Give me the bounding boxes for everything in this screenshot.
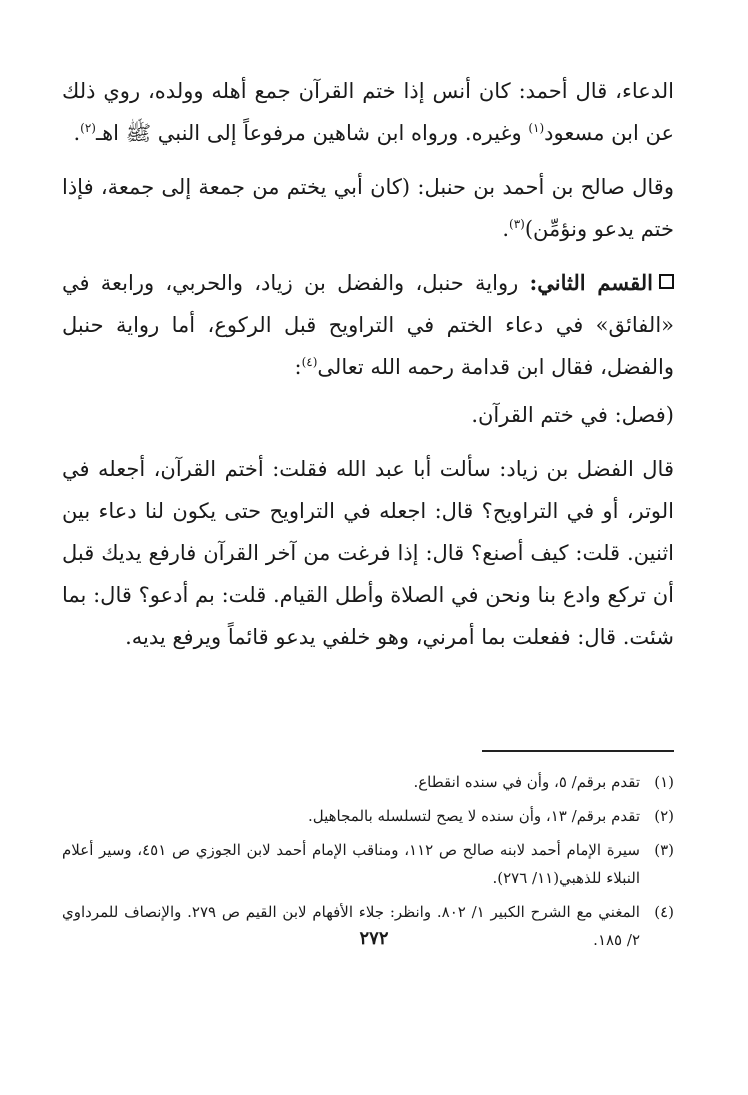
- page-number: ٢٧٢: [359, 928, 389, 949]
- footnote-ref-3[interactable]: (٣): [509, 217, 525, 231]
- footnote-2: [62, 802, 674, 830]
- paragraph-1-text-cont: وغيره. ورواه ابن شاهين مرفوعاً إلى النبي ﷺ اهـ: [95, 121, 529, 145]
- footnote-1: [62, 768, 674, 796]
- section-heading: القسم الثاني:: [529, 270, 653, 295]
- footnote-text: المغني مع الشرح الكبير ١/ ٨٠٢. وانظر: جلاء الأفهام لابن القيم ص ٢٧٩. والإنصاف للمرداوي ٢/ ١٨٥.: [62, 903, 640, 949]
- footnote-3: [62, 836, 674, 892]
- paragraph-2: [62, 166, 674, 250]
- footnote-text: تقدم برقم/ ٥، وأن في سنده انقطاع.: [413, 773, 640, 791]
- paragraph-3: [62, 262, 674, 388]
- footnote-ref-4[interactable]: (٤): [301, 355, 318, 369]
- paragraph-4-text: (فصل: في ختم القرآن.: [471, 403, 674, 427]
- footnote-number: (٣): [654, 841, 674, 859]
- paragraph-3-text: رواية حنبل، والفضل بن زياد، والحربي، ورابعة في «الفائق» في دعاء الختم في التراويح قبل الركوع، أما رواية حنبل والفضل، فقال ابن قدامة رحمه الله تعالى: [62, 271, 674, 379]
- footnote-text: سيرة الإمام أحمد لابنه صالح ص ١١٢، ومناقب الإمام أحمد لابن الجوزي ص ٤٥١، وسير أعلام النبلاء للذهبي(١١/ ٢٧٦).: [62, 841, 640, 887]
- footnote-divider: [482, 750, 674, 752]
- paragraph-1: [62, 70, 674, 154]
- paragraph-1-end: .: [73, 121, 81, 145]
- paragraph-5-text: قال الفضل بن زياد: سألت أبا عبد الله فقلت: أختم القرآن، أجعله في الوتر، أو في التراويح؟ قال: اجعله في التراويح حتى يكون لنا دعاء بين اثنين. قلت: كيف أصنع؟ قال: إذا فرغت من آخر القرآن فارفع يديك قبل أن تركع وادع بنا ونحن في الصلاة وأطل القيام. قلت: بم أدعو؟ قال: بما شئت. قال: ففعلت بما أمرني، وهو خلفي يدعو قائماً ويرفع يديه.: [62, 457, 674, 649]
- paragraph-2-text: وقال صالح بن أحمد بن حنبل: (كان أبي يختم من جمعة إلى جمعة، فإذا ختم يدعو ونؤمِّن): [62, 175, 674, 241]
- paragraph-3-end: :: [294, 355, 302, 379]
- paragraph-2-end: .: [502, 217, 510, 241]
- footnote-ref-1[interactable]: (١): [528, 121, 545, 135]
- footnotes: [62, 768, 674, 954]
- paragraph-5: [62, 448, 674, 658]
- footnote-ref-2[interactable]: (٢): [80, 121, 96, 135]
- paragraph-1-text: الدعاء، قال أحمد: كان أنس إذا ختم القرآن جمع أهله وولده، روي ذلك عن ابن مسعود: [62, 79, 674, 145]
- footnote-text: تقدم برقم/ ١٣، وأن سنده لا يصح لتسلسله بالمجاهيل.: [307, 807, 640, 825]
- footnote-number: (١): [654, 773, 674, 791]
- footnote-number: (٢): [654, 807, 674, 825]
- section-box-icon: [659, 274, 674, 289]
- footnote-number: (٤): [654, 903, 674, 921]
- paragraph-4: [62, 394, 674, 436]
